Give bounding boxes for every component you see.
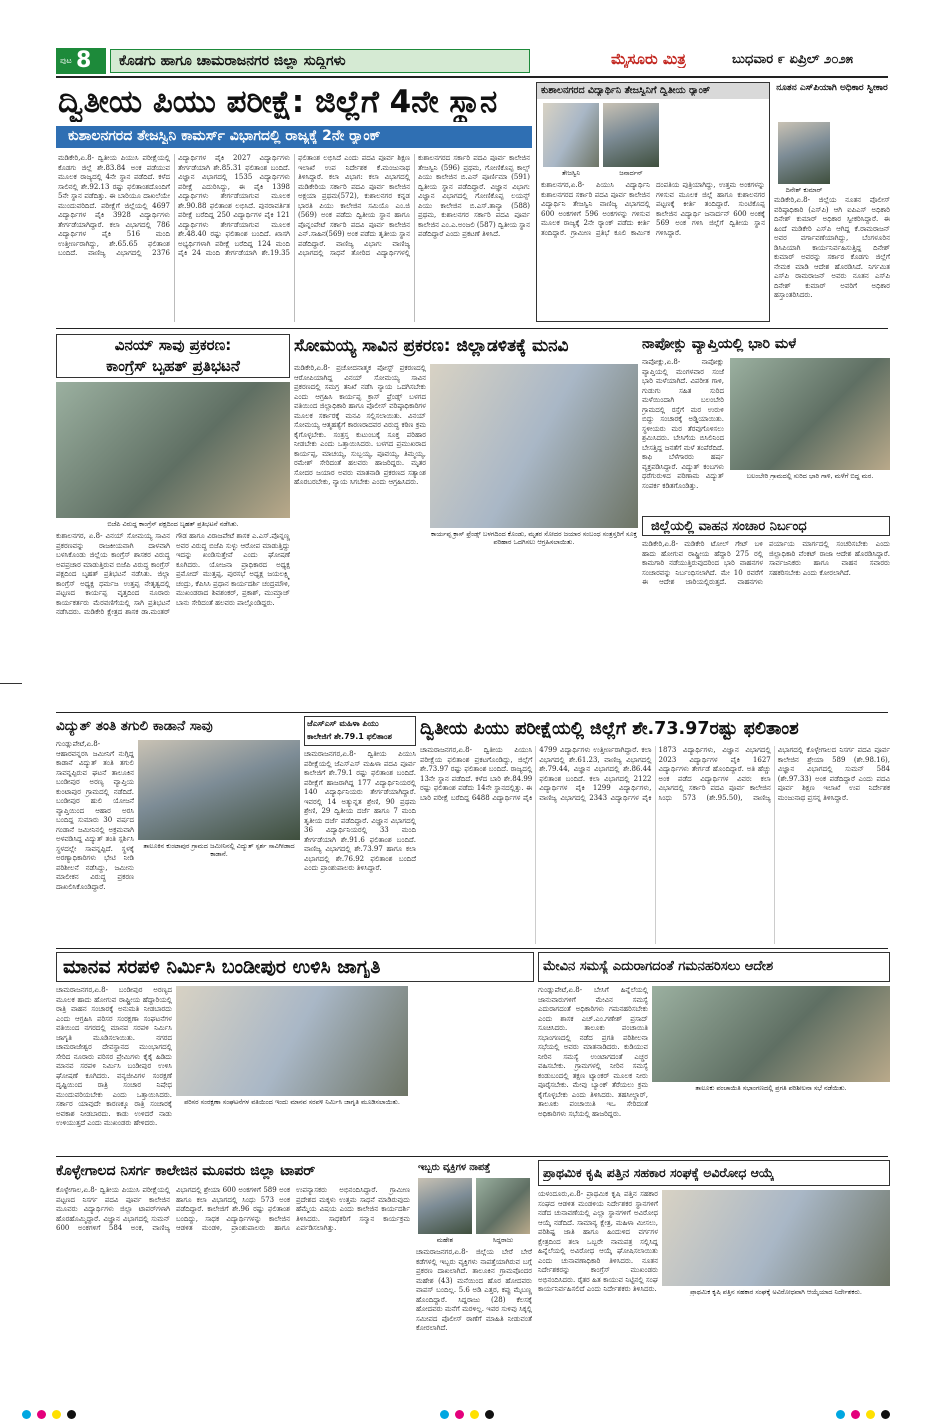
somaiah-story: [294, 334, 638, 708]
row1-rule: [56, 328, 888, 329]
new-sp-story: [774, 82, 890, 322]
magenta-registration-dot: [851, 1410, 860, 1419]
vinay-photo-caption: ಬಿಜೆಪಿ ವಿರುದ್ಧ ಕಾಂಗ್ರೆಸ್ ಪಕ್ಷದಿಂದ ಬೃಹತ್ ಪ್ರತಿಭಟನೆ ನಡೆಸಿತು.: [107, 520, 239, 528]
cyan-registration-dot: [836, 1410, 845, 1419]
cyan-registration-dot: [440, 1410, 449, 1419]
vinay-headline-1: ವಿನಯ್ ಸಾವು ಪ್ರಕರಣ:: [114, 336, 232, 354]
kollegal-story: [56, 1160, 410, 1374]
somaiah-memorandum-photo: [430, 364, 638, 528]
cooperative-photo-caption: ಪ್ರಾಥಮಿಕ ಕೃಷಿ ಪತ್ತಿನ ಸಹಕಾರ ಸಂಘಕ್ಕೆ ಅವಿರೋಧವಾಗಿ ಆಯ್ಕೆಯಾದ ನಿರ್ದೇಶಕರು.: [690, 1288, 862, 1296]
page-number-badge: [56, 48, 106, 74]
missing-headline: ಇಬ್ಬರು ವ್ಯಕ್ತಿಗಳ ನಾಪತ್ತೆ: [418, 1162, 491, 1173]
lead-headline: ದ್ವಿತೀಯ ಪಿಯು ಪರೀಕ್ಷೆ: ಜಿಲ್ಲೆಗೆ 4ನೇ ಸ್ಥಾನ: [58, 84, 498, 120]
bandipur-headline-box: [56, 952, 534, 982]
press-color-bar-right: [836, 1404, 936, 1414]
bandipur-headline: ಮಾನವ ಸರಪಳಿ ನಿರ್ಮಿಸಿ ಬಂಡೀಪುರ ಉಳಿಸಿ ಜಾಗೃತಿ: [63, 956, 381, 978]
human-chain-photo: [176, 986, 408, 1096]
traffic-headline: ಜಿಲ್ಲೆಯಲ್ಲಿ ವಾಹನ ಸಂಚಾರ ನಿರ್ಬಂಧ: [651, 519, 807, 534]
row4-rule: [56, 1156, 888, 1157]
fodder-headline-box: [538, 952, 890, 982]
bandipur-photo-caption: ಪರಿಸರ ಸಂರಕ್ಷಣಾ ಸಂಘಟನೆಗಳ ವತಿಯಿಂದ ಇಂದು ಮಾನವ ಸರಪಳಿ ನಿರ್ಮಿಸಿ ಜಾಗೃತಿ ಮೂಡಿಸಲಾಯಿತು.: [184, 1098, 400, 1106]
jss-headline-1: ಜೆಎಸ್‌ಎಸ್ ಮಹಿಳಾ ಪಿಯು: [307, 719, 379, 728]
vinay-headline-box: [56, 334, 290, 378]
black-registration-dot: [881, 1410, 890, 1419]
somaiah-photo-caption: ಕಾರ್ಯಪ್ಪ ಕ್ರಾಸ್ ಫ್ರೆಂಡ್ಸ್ ಬಳಗದಿಂದ ಕೊಂಡು, ಮೃತರ ಸೋದರ ಜಯಾರ ಸಂಬಂಧ ಸಂತ್ರಸ್ತರಿಗೆ ಸೂಕ್ತ ಪರಿಹಾರ ಒದಗಿಸಲು ಆಗ್ರಹಿಸಲಾಯಿತು.: [430, 530, 637, 546]
cyan-registration-dot: [22, 1410, 31, 1419]
new-sp-headline: ನೂತನ ಎಸ್‌ಪಿಯಾಗಿ ಅಧಿಕಾರ ಸ್ವೀಕಾರ: [776, 83, 888, 93]
puc-chamarajanagar-headline: ದ್ವಿತೀಯ ಪಿಯು ಪರೀಕ್ಷೆಯಲ್ಲಿ ಜಿಲ್ಲೆಗೆ ಶೇ.73.97ರಷ್ಟು ಫಲಿತಾಂಶ: [420, 719, 799, 739]
yellow-registration-dot: [52, 1410, 61, 1419]
masthead-rule: [56, 76, 888, 78]
kollegal-body: ಕೊಳ್ಳೇಗಾಲ,ಏ.8- ದ್ವಿತೀಯ ಪಿಯುಸಿ ಪರೀಕ್ಷೆಯಲ್ಲಿ ಪಟ್ಟಣದ ನಿಸರ್ಗ ಪದವಿ ಪೂರ್ವ ಕಾಲೇಜಿನ ಮೂವರು ವಿದ್ಯಾರ್ಥಿಗಳು ಜಿಲ್ಲಾ ಟಾಪರ್‌ಗಳಾಗಿ ಹೊರಹೊಮ್ಮಿದ್ದಾರೆ. ವಿಜ್ಞಾನ ವಿಭಾಗದಲ್ಲಿ ಸುಮನ್ 600 ಅಂಕಗಳಿಗೆ 584 ಅಂಕ, ವಾಣಿಜ್ಯ ವಿಭಾಗದಲ್ಲಿ ಶ್ರೇಯಾ 600 ಅಂಕಗಳಿಗೆ 589 ಅಂಕ ಹಾಗೂ ಕಲಾ ವಿಭಾಗದಲ್ಲಿ ಸಿಂಧು 573 ಅಂಕ ಪಡೆದಿದ್ದಾರೆ. ಕಾಲೇಜಿಗೆ ಶೇ.96 ರಷ್ಟು ಫಲಿತಾಂಶ ಬಂದಿದ್ದು, ಸಾಧಕ ವಿದ್ಯಾರ್ಥಿಗಳನ್ನು ಕಾಲೇಜಿನ ಆಡಳಿತ ಮಂಡಳಿ, ಪ್ರಾಂಶುಪಾಲರು ಹಾಗೂ ಉಪನ್ಯಾಸಕರು ಅಭಿನಂದಿಸಿದ್ದಾರೆ. ಗ್ರಾಮೀಣ ಪ್ರದೇಶದ ಮಕ್ಕಳು ಉತ್ತಮ ಸಾಧನೆ ಮಾಡಿರುವುದು ಹೆಮ್ಮೆಯ ವಿಷಯ ಎಂದು ಕಾಲೇಜಿನ ಕಾರ್ಯದರ್ಶಿ ತಿಳಿಸಿದರು. ಸಾಧಕರಿಗೆ ಸನ್ಮಾನ ಕಾರ್ಯಕ್ರಮ ಏರ್ಪಡಿಸಲಾಗಿತ್ತು.: [56, 1186, 410, 1232]
somaiah-body-bottom: [294, 550, 638, 708]
black-registration-dot: [67, 1410, 76, 1419]
elephant-body: [56, 740, 300, 944]
elephant-story: [56, 716, 300, 944]
page-label: ಪುಟ: [60, 56, 72, 65]
janardhan-caption: ಜನಾರ್ದನ್: [619, 169, 643, 177]
siddaraju-photo: [476, 1178, 530, 1234]
lead-subhead-bar: [56, 126, 532, 148]
kollegal-headline: ಕೊಳ್ಳೇಗಾಲದ ನಿಸರ್ಗ ಕಾಲೇಜಿನ ಮೂವರು ಜಿಲ್ಲಾ ಟಾಪರ್: [56, 1163, 316, 1179]
traffic-body: ಮಡಿಕೇರಿ,ಏ.8- ಮಡಿಕೇರಿ ಟೋಲ್ ಗೇಟ್ ಬಳಿ ಹಾದು ಹೋಗುವ ರಾಷ್ಟ್ರೀಯ ಹೆದ್ದಾರಿ 275 ರಲ್ಲಿ ಕಾಮಗಾರಿ ನಡೆಯುತ್ತಿರುವುದರಿಂದ ಭಾರಿ ವಾಹನಗಳ ಸಂಚಾರವನ್ನು ನಿರ್ಬಂಧಿಸಲಾಗಿದೆ. ಮೇ 10 ರವರೆಗೆ ಈ ಆದೇಶ ಜಾರಿಯಲ್ಲಿರುತ್ತದೆ. ವಾಹನಗಳು ಪರ್ಯಾಯ ಮಾರ್ಗದಲ್ಲಿ ಸಂಚರಿಸಬೇಕು ಎಂದು ಜಿಲ್ಲಾಧಿಕಾರಿ ವೆಂಕಟ್ ರಾಜಾ ಆದೇಶ ಹೊರಡಿಸಿದ್ದಾರೆ. ಸಾರ್ವಜನಿಕರು ಹಾಗೂ ವಾಹನ ಸವಾರರು ಸಹಕರಿಸಬೇಕು ಎಂದು ಕೋರಲಾಗಿದೆ.: [642, 540, 890, 586]
mahesha-photo: [418, 1178, 472, 1234]
sp-photo-caption: ದಿನೇಶ್ ಕುಮಾರ್: [785, 186, 823, 194]
tejaswini-caption: ತೇಜಸ್ವಿನಿ: [561, 169, 581, 177]
lead-body: ಮಡಿಕೇರಿ,ಏ.8- ದ್ವಿತೀಯ ಪಿಯುಸಿ ಪರೀಕ್ಷೆಯಲ್ಲಿ ಕೊಡಗು ಜಿಲ್ಲೆ ಶೇ.83.84 ಅಂಕ ಪಡೆಯುವ ಮೂಲಕ ರಾಜ್ಯದಲ್ಲಿ 4ನೇ ಸ್ಥಾನ ಪಡೆದಿದೆ. ಕಳೆದ ಸಾಲಿನಲ್ಲಿ ಶೇ.92.13 ರಷ್ಟು ಫಲಿತಾಂಶದೊಂದಿಗೆ 5ನೇ ಸ್ಥಾನ ಪಡೆದಿತ್ತು. ಈ ಬಾರಿಯೂ ದಾಖಲೆಯೇ ಮುಂದುವರಿದಿದೆ. ಪರೀಕ್ಷೆಗೆ ಜಿಲ್ಲೆಯಲ್ಲಿ 4697 ವಿದ್ಯಾರ್ಥಿಗಳ ಪೈಕಿ 3928 ವಿದ್ಯಾರ್ಥಿಗಳು ತೇರ್ಗಡೆಯಾಗಿದ್ದಾರೆ. ಕಲಾ ವಿಭಾಗದಲ್ಲಿ 786 ವಿದ್ಯಾರ್ಥಿಗಳ ಪೈಕಿ 516 ಮಂದಿ ಉತ್ತೀರ್ಣರಾಗಿದ್ದು, ಶೇ.65.65 ಫಲಿತಾಂಶ ಬಂದಿದೆ. ವಾಣಿಜ್ಯ ವಿಭಾಗದಲ್ಲಿ 2376 ವಿದ್ಯಾರ್ಥಿಗಳ ಪೈಕಿ 2027 ವಿದ್ಯಾರ್ಥಿಗಳು ತೇರ್ಗಡೆಯಾಗಿ ಶೇ.85.31 ಫಲಿತಾಂಶ ಬಂದಿದೆ. ವಿಜ್ಞಾನ ವಿಭಾಗದಲ್ಲಿ 1535 ವಿದ್ಯಾರ್ಥಿಗಳು ಪರೀಕ್ಷೆ ಎದುರಿಸಿದ್ದು, ಈ ಪೈಕಿ 1398 ವಿದ್ಯಾರ್ಥಿಗಳು ತೇರ್ಗಡೆಯಾಗುವ ಮೂಲಕ ಶೇ.90.88 ಫಲಿತಾಂಶ ಲಭಿಸಿದೆ. ಪುನರಾವರ್ತಿತ ಪರೀಕ್ಷೆ ಬರೆದಿದ್ದ 250 ವಿದ್ಯಾರ್ಥಿಗಳ ಪೈಕಿ 121 ವಿದ್ಯಾರ್ಥಿಗಳು ತೇರ್ಗಡೆಯಾಗುವ ಮೂಲಕ ಶೇ.48.40 ರಷ್ಟು ಫಲಿತಾಂಶ ಬಂದಿದೆ. ಖಾಸಗಿ ಅಭ್ಯರ್ಥಿಗಳಾಗಿ ಪರೀಕ್ಷೆ ಬರೆದಿದ್ದ 124 ಮಂದಿ ಪೈಕಿ 24 ಮಂದಿ ತೇರ್ಗಡೆಯಾಗಿ ಶೇ.19.35 ಫಲಿತಾಂಶ ಲಭಿಸಿದೆ ಎಂದು ಪದವಿ ಪೂರ್ವ ಶಿಕ್ಷಣ ಇಲಾಖೆ ಉಪ ನಿರ್ದೇಶಕ ಕೆ.ಮಂಜುನಾಥ ತಿಳಿಸಿದ್ದಾರೆ. ಕಲಾ ವಿಭಾಗ: ಕಲಾ ವಿಭಾಗದಲ್ಲಿ ಮಡಿಕೇರಿಯ ಸರ್ಕಾರಿ ಪದವಿ ಪೂರ್ವ ಕಾಲೇಜಿನ ಅಕ್ಷಯಾ ಪ್ರಥಮ(572), ಕುಶಾಲನಗರ ಕನ್ನಡ ಭಾರತಿ ಪಿಯು ಕಾಲೇಜಿನ ಸಮಿಯೊ ಎಂ.ಜಿ (569) ಅಂಕ ಪಡೆದು ದ್ವಿತೀಯ ಸ್ಥಾನ ಹಾಗೂ ಪೊನ್ನಂಪೇಟೆ ಸರ್ಕಾರಿ ಪದವಿ ಪೂರ್ವ ಕಾಲೇಜಿನ ಎನ್.ಸಾಹಿನ(569) ಅಂಕ ಪಡೆದು ತೃತೀಯ ಸ್ಥಾನ ಪಡೆದಿದ್ದಾರೆ. ವಾಣಿಜ್ಯ ವಿಭಾಗ: ವಾಣಿಜ್ಯ ವಿಭಾಗದಲ್ಲಿ ಸಾಧನೆ ತೋರಿದ ವಿದ್ಯಾರ್ಥಿಗಳಲ್ಲಿ ಕುಶಾಲನಗರದ ಸರ್ಕಾರಿ ಪದವಿ ಪೂರ್ವ ಕಾಲೇಜಿನ ತೇಜಸ್ವಿನಿ (596) ಪ್ರಥಮ, ಗೋಣಿಕೊಪ್ಪ ಕಾಲ್ಸ್ ಪಿಯು ಕಾಲೇಜಿನ ಬಿ.ಎನ್ ಪೂರ್ಣಿಮಾ (591) ದ್ವಿತೀಯ ಸ್ಥಾನ ಪಡೆದಿದ್ದಾರೆ. ವಿಜ್ಞಾನ ವಿಭಾಗ: ವಿಜ್ಞಾನ ವಿಭಾಗದಲ್ಲಿ ಗೋಣಿಕೊಪ್ಪ ಲಯನ್ಸ್ ಪಿಯು ಕಾಲೇಜಿನ ಬಿ.ಎಸ್.ತಾನ್ಯಾ (588) ಪ್ರಥಮ, ಕುಶಾಲನಗರ ಸರ್ಕಾರಿ ಪದವಿ ಪೂರ್ವ ಕಾಲೇಜಿನ ಎಂ.ಎ.ಅಂಜಲಿ (587) ದ್ವಿತೀಯ ಸ್ಥಾನ ಪಡೆದಿದ್ದಾರೆ ಎಂದು ಪ್ರಕಟಣೆ ತಿಳಿಸಿದೆ.: [58, 154, 530, 257]
lead-subhead: ಕುಶಾಲನಗರದ ತೇಜಸ್ವಿನಿ ಕಾಮರ್ಸ್ ವಿಭಾಗದಲ್ಲಿ ರಾಜ್ಯಕ್ಕೆ 2ನೇ ರ‍್ಯಾಂಕ್: [68, 128, 381, 144]
magenta-registration-dot: [455, 1410, 464, 1419]
vinay-body: ಕುಶಾಲನಗರ, ಏ.8- ವಿನಯ್ ಸೋಮಯ್ಯ ಸಾವಿನ ಪ್ರಕರಣವನ್ನು ರಾಜಕೀಯವಾಗಿ ದಾಳವಾಗಿ ಬಳಸಿಕೊಂಡು ಜಿಲ್ಲೆಯ ಕಾಂಗ್ರೆಸ್ ಶಾಸಕರ ವಿರುದ್ಧ ಅಪಪ್ರಚಾರ ಮಾಡುತ್ತಿರುವ ಬಿಜೆಪಿ ವಿರುದ್ಧ ಕಾಂಗ್ರೆಸ್ ಪಕ್ಷದಿಂದ ಬೃಹತ್ ಪ್ರತಿಭಟನೆ ನಡೆಸಿತು. ಜಿಲ್ಲಾ ಕಾಂಗ್ರೆಸ್ ಅಧ್ಯಕ್ಷ ಧರ್ಮಜ ಉತ್ತಪ್ಪ ನೇತೃತ್ವದಲ್ಲಿ ಪಟ್ಟಣದ ಕಾರ್ಯಪ್ಪ ವೃತ್ತದಿಂದ ನೂರಾರು ಕಾರ್ಯಕರ್ತರು ಮೆರವಣಿಗೆಯಲ್ಲಿ ಸಾಗಿ ಪ್ರತಿಭಟನೆ ನಡೆಸಿದರು. ಮಡಿಕೇರಿ ಕ್ಷೇತ್ರದ ಶಾಸಕ ಡಾ.ಮಂತರ್ ಗೌಡ ಹಾಗೂ ವಿರಾಜಪೇಟೆ ಶಾಸಕ ಎ.ಎಸ್.ಪೊನ್ನಣ್ಣ ಅವರ ವಿರುದ್ಧ ಬಿಜೆಪಿ ಸುಳ್ಳು ಆರೋಪ ಮಾಡುತ್ತಿದ್ದು ಇದನ್ನು ಖಂಡಿಸುತ್ತೇವೆ ಎಂದು ಘೋಷಣೆ ಕೂಗಿದರು. ಯೋಜನಾ ಪ್ರಾಧಿಕಾರದ ಅಧ್ಯಕ್ಷ ಪ್ರಮೋದ್ ಮುತ್ತಪ್ಪ, ಪುರಸಭೆ ಅಧ್ಯಕ್ಷ ಜಯಲಕ್ಷ್ಮಿ ಚಂದ್ರು, ಕೆಪಿಸಿಸಿ ಪ್ರಧಾನ ಕಾರ್ಯದರ್ಶಿ ಚಂದ್ರಮೌಳಿ, ಮುಖಂಡರಾದ ಶಿವಶಂಕರ್, ಪ್ರಕಾಶ್, ಮುಮ್ತಾಜ್ ಬಾನು ಸೇರಿದಂತೆ ಹಲವರು ಪಾಲ್ಗೊಂಡಿದ್ದರು.: [56, 532, 290, 616]
vinay-story: [56, 334, 290, 708]
siddaraju-caption: ಸಿದ್ದರಾಜು: [492, 1236, 514, 1244]
lead-story: [56, 82, 532, 322]
fold-mark: [0, 683, 22, 684]
rain-headline: ನಾಪೋಕ್ಲು ವ್ಯಾಪ್ತಿಯಲ್ಲಿ ಭಾರಿ ಮಳೆ: [642, 336, 797, 352]
row2-rule: [56, 712, 888, 713]
fodder-photo-caption: ತಾಲೂಕು ಪಂಚಾಯಿತಿ ಸಭಾಂಗಣದಲ್ಲಿ ಪ್ರಗತಿ ಪರಿಶೀಲನಾ ಸಭೆ ನಡೆಯಿತು.: [695, 1084, 847, 1092]
rain-body: ನಾಪೋಕ್ಲು,ಏ.8- ನಾಪೋಕ್ಲು ವ್ಯಾಪ್ತಿಯಲ್ಲಿ ಮಂಗಳವಾರ ಸಂಜೆ ಭಾರಿ ಮಳೆಯಾಗಿದೆ. ವಿಪರೀತ ಗಾಳಿ, ಗುಡುಗು ಸಹಿತ ಸುರಿದ ಮಳೆಯಿಂದಾಗಿ ಬಲಂಬೇರಿ ಗ್ರಾಮದಲ್ಲಿ ರಸ್ತೆಗೆ ಮರ ಉರುಳಿ ಬಿದ್ದು ಸಂಚಾರಕ್ಕೆ ಅಡ್ಡಿಯಾಯಿತು. ಸ್ಥಳೀಯರು ಮರ ತೆರವುಗೊಳಿಸಲು ಶ್ರಮಿಸಿದರು. ಬೇಸಿಗೆಯ ಬಿಸಿಲಿನಿಂದ ಬೇಸತ್ತಿದ್ದ ಜನತೆಗೆ ಮಳೆ ತಂಪೆರೆದಿದೆ. ಕಾಫಿ ಬೆಳೆಗಾರರು ಹರ್ಷ ವ್ಯಕ್ತಪಡಿಸಿದ್ದಾರೆ. ವಿದ್ಯುತ್ ಕಂಬಗಳು ಧರೆಗುರುಳಿದ ಪರಿಣಾಮ ವಿದ್ಯುತ್ ಸಂಪರ್ಕ ಕಡಿತಗೊಂಡಿತ್ತು.: [642, 358, 724, 490]
press-color-bar-left: [22, 1404, 142, 1414]
section-banner: [110, 49, 530, 73]
paper-name: ಮೈಸೂರು ಮಿತ್ರ: [611, 50, 686, 68]
mahesha-caption: ಮಹೇಶ: [436, 1236, 454, 1244]
traffic-story: [642, 516, 890, 708]
black-registration-dot: [485, 1410, 494, 1419]
elephant-headline: ವಿದ್ಯುತ್ ತಂತಿ ತಗುಲಿ ಕಾಡಾನೆ ಸಾವು: [56, 718, 213, 734]
fodder-headline: ಮೇವಿನ ಸಮಸ್ಯೆ ಎದುರಾಗದಂತೆ ಗಮನಹರಿಸಲು ಆದೇಶ: [543, 959, 774, 974]
sp-photo: [778, 122, 830, 184]
section-title: ಕೊಡಗು ಹಾಗೂ ಚಾಮರಾಜನಗರ ಜಿಲ್ಲಾ ಸುದ್ದಿಗಳು: [119, 53, 346, 69]
vinay-headline-2: ಕಾಂಗ್ರೆಸ್ ಬೃಹತ್ ಪ್ರತಿಭಟನೆ: [106, 357, 240, 375]
jss-headline-box: [304, 716, 416, 746]
cooperative-headline: ಪ್ರಾಥಮಿಕ ಕೃಷಿ ಪತ್ತಿನ ಸಹಕಾರ ಸಂಘಕ್ಕೆ ಅವಿರೋಧ ಆಯ್ಕೆ: [543, 1165, 774, 1180]
vinay-protest-photo: [56, 382, 290, 518]
rank-box-header: [537, 83, 769, 99]
jss-headline-2: ಕಾಲೇಜಿಗೆ ಶೇ.79.1 ಫಲಿತಾಂಶ: [307, 732, 392, 741]
cooperative-body: ಯಳಂದೂರು,ಏ.8- ಪ್ರಾಥಮಿಕ ಕೃಷಿ ಪತ್ತಿನ ಸಹಕಾರ ಸಂಘದ ಆಡಳಿತ ಮಂಡಳಿಯ ನಿರ್ದೇಶಕರ ಸ್ಥಾನಗಳಿಗೆ ನಡೆದ ಚುನಾವಣೆಯಲ್ಲಿ ಎಲ್ಲಾ ಸ್ಥಾನಗಳಿಗೆ ಅವಿರೋಧ ಆಯ್ಕೆ ನಡೆದಿದೆ. ಸಾಮಾನ್ಯ ಕ್ಷೇತ್ರ, ಮಹಿಳಾ ಮೀಸಲು, ಪರಿಶಿಷ್ಟ ಜಾತಿ ಹಾಗೂ ಹಿಂದುಳಿದ ವರ್ಗಗಳ ಕ್ಷೇತ್ರದಿಂದ ತಲಾ ಒಬ್ಬರೇ ನಾಮಪತ್ರ ಸಲ್ಲಿಸಿದ್ದ ಹಿನ್ನೆಲೆಯಲ್ಲಿ ಅವಿರೋಧ ಆಯ್ಕೆ ಘೋಷಿಸಲಾಯಿತು ಎಂದು ಚುನಾವಣಾಧಿಕಾರಿ ತಿಳಿಸಿದರು. ನೂತನ ನಿರ್ದೇಶಕರನ್ನು ಕಾಂಗ್ರೆಸ್ ಮುಖಂಡರು ಅಭಿನಂದಿಸಿದರು. ರೈತರ ಹಿತ ಕಾಯುವ ನಿಟ್ಟಿನಲ್ಲಿ ಸಂಘ ಕಾರ್ಯನಿರ್ವಹಿಸಲಿದೆ ಎಂದು ನಿರ್ದೇಶಕರು ತಿಳಿಸಿದರು.: [538, 1190, 658, 1293]
somaiah-headline: ಸೋಮಯ್ಯ ಸಾವಿನ ಪ್ರಕರಣ: ಜಿಲ್ಲಾಡಳಿತಕ್ಕೆ ಮನವಿ: [294, 336, 569, 356]
janardhan-photo: [603, 103, 659, 167]
rank-box-headline: ಕುಶಾಲನಗರದ ವಿದ್ಯಾರ್ಥಿನಿ ತೇಜಸ್ವಿನಿಗೆ ದ್ವಿತೀಯ ರ‍್ಯಾಂಕ್: [541, 85, 711, 96]
rank-box-body: ಕುಶಾಲನಗರ,ಏ.8- ಪಿಯುಸಿ ವಿದ್ಯಾರ್ಥಿನಿ ಕುಶಾಲನಗರದ ಸರ್ಕಾರಿ ಪದವಿ ಪೂರ್ವ ಕಾಲೇಜಿನ ವಿದ್ಯಾರ್ಥಿನಿ ತೇಜಸ್ವಿನಿ ವಾಣಿಜ್ಯ ವಿಭಾಗದಲ್ಲಿ 600 ಅಂಕಗಳಿಗೆ 596 ಅಂಕಗಳನ್ನು ಗಳಿಸುವ ಮೂಲಕ ರಾಜ್ಯಕ್ಕೆ 2ನೇ ರ‍್ಯಾಂಕ್ ಪಡೆದು ಕೀರ್ತಿ ತಂದಿದ್ದಾರೆ. ಗ್ರಾಮೀಣ ಪ್ರತಿಭೆ ಕೂಲಿ ಕಾರ್ಮಿಕ ದಂಪತಿಯ ಪುತ್ರಿಯಾಗಿದ್ದು, ಉತ್ತಮ ಅಂಕಗಳನ್ನು ಗಳಿಸುವ ಮೂಲಕ ಜಿಲ್ಲೆ ಹಾಗೂ ಕುಶಾಲನಗರ ಪಟ್ಟಣಕ್ಕೆ ಕೀರ್ತಿ ತಂದಿದ್ದಾರೆ. ಸುಂಟಿಕೊಪ್ಪ ಕಾಲೇಜಿನ ವಿದ್ಯಾರ್ಥಿ ಜನಾರ್ದನ್ 600 ಅಂಕಕ್ಕೆ 569 ಅಂಕ ಗಳಿಸಿ ಜಿಲ್ಲೆಗೆ ದ್ವಿತೀಯ ಸ್ಥಾನ ಗಳಿಸಿದ್ದಾರೆ.: [541, 181, 765, 237]
bandipur-body-right: [412, 986, 534, 1152]
puc-chamarajanagar-body: ಚಾಮರಾಜನಗರ,ಏ.8- ದ್ವಿತೀಯ ಪಿಯುಸಿ ಪರೀಕ್ಷೆಯ ಫಲಿತಾಂಶ ಪ್ರಕಟಗೊಂಡಿದ್ದು, ಜಿಲ್ಲೆಗೆ ಶೇ.73.97 ರಷ್ಟು ಫಲಿತಾಂಶ ಬಂದಿದೆ. ರಾಜ್ಯದಲ್ಲಿ 13ನೇ ಸ್ಥಾನ ಪಡೆದಿದೆ. ಕಳೆದ ಬಾರಿ ಶೇ.84.99 ರಷ್ಟು ಫಲಿತಾಂಶ ಪಡೆದು 14ನೇ ಸ್ಥಾನದಲ್ಲಿತ್ತು. ಈ ಬಾರಿ ಪರೀಕ್ಷೆ ಬರೆದಿದ್ದ 6488 ವಿದ್ಯಾರ್ಥಿಗಳ ಪೈಕಿ 4799 ವಿದ್ಯಾರ್ಥಿಗಳು ಉತ್ತೀರ್ಣರಾಗಿದ್ದಾರೆ. ಕಲಾ ವಿಭಾಗದಲ್ಲಿ ಶೇ.61.23, ವಾಣಿಜ್ಯ ವಿಭಾಗದಲ್ಲಿ ಶೇ.79.44, ವಿಜ್ಞಾನ ವಿಭಾಗದಲ್ಲಿ ಶೇ.86.44 ಫಲಿತಾಂಶ ಬಂದಿದೆ. ಕಲಾ ವಿಭಾಗದಲ್ಲಿ 2122 ವಿದ್ಯಾರ್ಥಿಗಳ ಪೈಕಿ 1299 ವಿದ್ಯಾರ್ಥಿಗಳು, ವಾಣಿಜ್ಯ ವಿಭಾಗದಲ್ಲಿ 2343 ವಿದ್ಯಾರ್ಥಿಗಳ ಪೈಕಿ 1873 ವಿದ್ಯಾರ್ಥಿಗಳು, ವಿಜ್ಞಾನ ವಿಭಾಗದಲ್ಲಿ 2023 ವಿದ್ಯಾರ್ಥಿಗಳ ಪೈಕಿ 1627 ವಿದ್ಯಾರ್ಥಿಗಳು ತೇರ್ಗಡೆ ಹೊಂದಿದ್ದಾರೆ. ಅತಿ ಹೆಚ್ಚು ಅಂಕ ಪಡೆದ ವಿದ್ಯಾರ್ಥಿಗಳ ವಿವರ: ಕಲಾ ವಿಭಾಗದಲ್ಲಿ ಸರ್ಕಾರಿ ಪದವಿ ಪೂರ್ವ ಕಾಲೇಜಿನ ಸಿಂಧು 573 (ಶೇ.95.50), ವಾಣಿಜ್ಯ ವಿಭಾಗದಲ್ಲಿ ಕೊಳ್ಳೇಗಾಲದ ನಿಸರ್ಗ ಪದವಿ ಪೂರ್ವ ಕಾಲೇಜಿನ ಶ್ರೇಯಾ 589 (ಶೇ.98.16), ವಿಜ್ಞಾನ ವಿಭಾಗದಲ್ಲಿ ಸುಮನ್ 584 (ಶೇ.97.33) ಅಂಕ ಪಡೆದಿದ್ದಾರೆ ಎಂದು ಪದವಿ ಪೂರ್ವ ಶಿಕ್ಷಣ ಇಲಾಖೆ ಉಪ ನಿರ್ದೇಶಕ ಮಂಜುನಾಥ ಪ್ರಸನ್ನ ತಿಳಿಸಿದ್ದಾರೆ.: [420, 746, 890, 802]
fodder-body: ಗುಂಡ್ಲುಪೇಟೆ,ಏ.8- ಬೇಸಿಗೆ ಹಿನ್ನೆಲೆಯಲ್ಲಿ ಜಾನುವಾರುಗಳಿಗೆ ಮೇವಿನ ಸಮಸ್ಯೆ ಎದುರಾಗದಂತೆ ಅಧಿಕಾರಿಗಳು ಗಮನಹರಿಸಬೇಕು ಎಂದು ಶಾಸಕ ಎಚ್.ಎಂ.ಗಣೇಶ್ ಪ್ರಸಾದ್ ಸೂಚಿಸಿದರು. ತಾಲೂಕು ಪಂಚಾಯಿತಿ ಸಭಾಂಗಣದಲ್ಲಿ ನಡೆದ ಪ್ರಗತಿ ಪರಿಶೀಲನಾ ಸಭೆಯಲ್ಲಿ ಅವರು ಮಾತನಾಡಿದರು. ಕುಡಿಯುವ ನೀರಿನ ಸಮಸ್ಯೆ ಉಂಟಾಗದಂತೆ ಎಚ್ಚರ ವಹಿಸಬೇಕು. ಗ್ರಾಮಗಳಲ್ಲಿ ನೀರಿನ ಸಮಸ್ಯೆ ಕಂಡುಬಂದಲ್ಲಿ ತಕ್ಷಣ ಟ್ಯಾಂಕರ್ ಮೂಲಕ ನೀರು ಪೂರೈಸಬೇಕು. ಮೇವು ಬ್ಯಾಂಕ್ ತೆರೆಯಲು ಕ್ರಮ ಕೈಗೊಳ್ಳಬೇಕು ಎಂದು ತಿಳಿಸಿದರು. ತಹಸೀಲ್ದಾರ್, ತಾಲೂಕು ಪಂಚಾಯಿತಿ ಇಒ ಸೇರಿದಂತೆ ಅಧಿಕಾರಿಗಳು ಸಭೆಯಲ್ಲಿ ಹಾಜರಿದ್ದರು.: [538, 986, 648, 1118]
issue-date: ಬುಧವಾರ ೯ ಏಪ್ರಿಲ್ ೨೦೨೫: [732, 52, 854, 67]
bandipur-body: ಚಾಮರಾಜನಗರ,ಏ.8- ಬಂಡೀಪುರ ಅರಣ್ಯದ ಮೂಲಕ ಹಾದು ಹೋಗುವ ರಾಷ್ಟ್ರೀಯ ಹೆದ್ದಾರಿಯಲ್ಲಿ ರಾತ್ರಿ ವಾಹನ ಸಂಚಾರಕ್ಕೆ ಅನುಮತಿ ನೀಡಬಾರದು ಎಂದು ಆಗ್ರಹಿಸಿ ಪರಿಸರ ಸಂರಕ್ಷಣಾ ಸಂಘಟನೆಗಳ ವತಿಯಿಂದ ನಗರದಲ್ಲಿ ಮಾನವ ಸರಪಳಿ ನಿರ್ಮಿಸಿ ಜಾಗೃತಿ ಮೂಡಿಸಲಾಯಿತು. ನಗರದ ಚಾಮರಾಜೇಶ್ವರ ದೇವಸ್ಥಾನದ ಮುಂಭಾಗದಲ್ಲಿ ಸೇರಿದ ನೂರಾರು ಪರಿಸರ ಪ್ರೇಮಿಗಳು ಕೈಕೈ ಹಿಡಿದು ಮಾನವ ಸರಪಳಿ ನಿರ್ಮಿಸಿ ಬಂಡೀಪುರ ಉಳಿಸಿ ಘೋಷಣೆ ಕೂಗಿದರು. ವನ್ಯಜೀವಿಗಳ ಸಂರಕ್ಷಣೆ ದೃಷ್ಟಿಯಿಂದ ರಾತ್ರಿ ಸಂಚಾರ ನಿಷೇಧ ಮುಂದುವರಿಯಬೇಕು ಎಂದು ಒತ್ತಾಯಿಸಿದರು. ಸರ್ಕಾರ ಯಾವುದೇ ಕಾರಣಕ್ಕೂ ರಾತ್ರಿ ಸಂಚಾರಕ್ಕೆ ಅವಕಾಶ ನೀಡಬಾರದು. ಕಾಡು ಉಳಿದರೆ ನಾಡು ಉಳಿಯುತ್ತದೆ ಎಂದು ಮುಖಂಡರು ಹೇಳಿದರು.: [56, 986, 172, 1127]
somaiah-body: ಮಡಿಕೇರಿ,ಏ.8- ಪ್ರಚೋದನಾತ್ಮಕ ಪೋಸ್ಟ್ ಪ್ರಕರಣದಲ್ಲಿ ಆರೋಪಿಯಾಗಿದ್ದ ವಿನಯ್ ಸೋಮಯ್ಯ ಸಾವಿನ ಪ್ರಕರಣದಲ್ಲಿ ಸಮಗ್ರ ತನಿಖೆ ನಡೆಸಿ ನ್ಯಾಯ ಒದಗಿಸಬೇಕು ಎಂದು ಆಗ್ರಹಿಸಿ ಕಾರ್ಯಪ್ಪ ಕ್ರಾಸ್ ಫ್ರೆಂಡ್ಸ್ ಬಳಗದ ವತಿಯಿಂದ ಜಿಲ್ಲಾಧಿಕಾರಿ ಹಾಗೂ ಪೊಲೀಸ್ ವರಿಷ್ಠಾಧಿಕಾರಿಗಳ ಮೂಲಕ ಸರ್ಕಾರಕ್ಕೆ ಮನವಿ ಸಲ್ಲಿಸಲಾಯಿತು. ವಿನಯ್ ಸೋಮಯ್ಯ ಆತ್ಮಹತ್ಯೆಗೆ ಕಾರಣರಾದವರ ವಿರುದ್ಧ ಕಠಿಣ ಕ್ರಮ ಕೈಗೊಳ್ಳಬೇಕು. ಸಂತ್ರಸ್ತ ಕುಟುಂಬಕ್ಕೆ ಸೂಕ್ತ ಪರಿಹಾರ ನೀಡಬೇಕು ಎಂದು ಒತ್ತಾಯಿಸಿದರು. ಬಳಗದ ಪ್ರಮುಖರಾದ ಕಾರ್ಯಪ್ಪ, ಮಾಚಯ್ಯ, ಸುಬ್ಬಯ್ಯ, ಪೂವಯ್ಯ, ತಿಮ್ಮಯ್ಯ, ರಮೇಶ್ ಸೇರಿದಂತೆ ಹಲವರು ಹಾಜರಿದ್ದರು. ಮೃತರ ಸೋದರ ಜಯಾರ ಅವರು ಮಾತನಾಡಿ ಪ್ರಕರಣದ ಸತ್ಯಾಂಶ ಹೊರಬರಬೇಕು, ನ್ಯಾಯ ಸಿಗಬೇಕು ಎಂದು ಆಗ್ರಹಿಸಿದರು.: [294, 364, 426, 486]
rain-story: [642, 334, 890, 510]
row3-rule: [56, 948, 888, 949]
puc-chamarajanagar-story: [420, 716, 890, 944]
rain-photo-caption: ಬಲಂಬೇರಿ ಗ್ರಾಮದಲ್ಲಿ ಸುರಿದ ಭಾರಿ ಗಾಳಿ, ಮಳೆಗೆ ಬಿದ್ದ ಮರ.: [746, 472, 874, 480]
yellow-registration-dot: [470, 1410, 479, 1419]
cooperative-story: [538, 1160, 890, 1374]
missing-story: [414, 1160, 534, 1374]
yellow-registration-dot: [866, 1410, 875, 1419]
elephant-photo-caption: ತಾಲೂಕಿನ ಕುಂಟಾಪುರ ಗ್ರಾಮದ ಜಮೀನಿನಲ್ಲಿ ವಿದ್ಯುತ್ ಸ್ಪರ್ಶ ಸಾವಿಗೀಡಾದ ಕಾಡಾನೆ.: [143, 842, 295, 858]
bandipur-story: [56, 952, 534, 1152]
directors-group-photo: [662, 1190, 890, 1286]
somaiah-body-top: [294, 364, 426, 544]
traffic-headline-box: [642, 516, 890, 536]
fallen-tree-photo: [730, 358, 890, 470]
elephant-body-text: ಗುಂಡ್ಲುಪೇಟೆ,ಏ.8- ಆಹಾರವನ್ನರಸಿ ಜಮೀನಿಗೆ ನುಗ್ಗಿದ್ದ ಕಾಡಾನೆ ವಿದ್ಯುತ್ ತಂತಿ ತಗುಲಿ ಸಾವನ್ನಪ್ಪಿರುವ ಘಟನೆ ತಾಲೂಕಿನ ಬಂಡೀಪುರ ಅರಣ್ಯ ವ್ಯಾಪ್ತಿಯ ಕುಂಟಾಪುರ ಗ್ರಾಮದಲ್ಲಿ ನಡೆದಿದೆ. ಬಂಡೀಪುರ ಹುಲಿ ಯೋಜನೆ ವ್ಯಾಪ್ತಿಯಿಂದ ಆಹಾರ ಅರಸಿ ಬಂದಿದ್ದ ಸುಮಾರು 30 ವರ್ಷದ ಗಂಡಾನೆ ಜಮೀನಿನಲ್ಲಿ ಅಕ್ರಮವಾಗಿ ಅಳವಡಿಸಿದ್ದ ವಿದ್ಯುತ್ ತಂತಿ ಸ್ಪರ್ಶಿಸಿ ಸ್ಥಳದಲ್ಲೇ ಸಾವನ್ನಪ್ಪಿದೆ. ಸ್ಥಳಕ್ಕೆ ಅರಣ್ಯಾಧಿಕಾರಿಗಳು ಭೇಟಿ ನೀಡಿ ಪರಿಶೀಲನೆ ನಡೆಸಿದ್ದು, ಜಮೀನು ಮಾಲೀಕನ ವಿರುದ್ಧ ಪ್ರಕರಣ ದಾಖಲಿಸಿಕೊಂಡಿದ್ದಾರೆ.: [56, 740, 134, 891]
page-number: 8: [76, 48, 92, 73]
missing-body: ಚಾಮರಾಜನಗರ,ಏ.8- ಜಿಲ್ಲೆಯ ಬೇರೆ ಬೇರೆ ಕಡೆಗಳಲ್ಲಿ ಇಬ್ಬರು ವ್ಯಕ್ತಿಗಳು ನಾಪತ್ತೆಯಾಗಿರುವ ಬಗ್ಗೆ ಪ್ರಕರಣ ದಾಖಲಾಗಿದೆ. ತಾಲೂಕಿನ ಗ್ರಾಮವೊಂದರ ಮಹೇಶ (43) ಮನೆಯಿಂದ ಹೊರ ಹೋದವರು ವಾಪಸ್ ಬಂದಿಲ್ಲ. 5.6 ಅಡಿ ಎತ್ತರ, ಕಪ್ಪು ಮೈಬಣ್ಣ ಹೊಂದಿದ್ದಾರೆ. ಸಿದ್ದರಾಜು (28) ಕೆಲಸಕ್ಕೆ ಹೋದವರು ಮನೆಗೆ ಮರಳಿಲ್ಲ. ಇವರ ಸುಳಿವು ಸಿಕ್ಕಲ್ಲಿ ಸಮೀಪದ ಪೊಲೀಸ್ ಠಾಣೆಗೆ ಮಾಹಿತಿ ನೀಡುವಂತೆ ಕೋರಲಾಗಿದೆ.: [416, 1248, 532, 1332]
rank-box: [536, 82, 770, 322]
jss-body: ಚಾಮರಾಜನಗರ,ಏ.8- ದ್ವಿತೀಯ ಪಿಯುಸಿ ಪರೀಕ್ಷೆಯಲ್ಲಿ ಜೆಎಸ್‌ಎಸ್ ಮಹಿಳಾ ಪದವಿ ಪೂರ್ವ ಕಾಲೇಜಿಗೆ ಶೇ.79.1 ರಷ್ಟು ಫಲಿತಾಂಶ ಬಂದಿದೆ. ಪರೀಕ್ಷೆಗೆ ಹಾಜರಾಗಿದ್ದ 177 ವಿದ್ಯಾರ್ಥಿನಿಯರಲ್ಲಿ 140 ವಿದ್ಯಾರ್ಥಿನಿಯರು ತೇರ್ಗಡೆಯಾಗಿದ್ದಾರೆ. ಇವರಲ್ಲಿ 14 ಅತ್ಯುನ್ನತ ಶ್ರೇಣಿ, 90 ಪ್ರಥಮ ಶ್ರೇಣಿ, 29 ದ್ವಿತೀಯ ದರ್ಜೆ ಹಾಗೂ 7 ಮಂದಿ ತೃತೀಯ ದರ್ಜೆ ಪಡೆದಿದ್ದಾರೆ. ವಿಜ್ಞಾನ ವಿಭಾಗದಲ್ಲಿ 36 ವಿದ್ಯಾರ್ಥಿನಿಯರಲ್ಲಿ 33 ಮಂದಿ ತೇರ್ಗಡೆಯಾಗಿ ಶೇ.91.6 ಫಲಿತಾಂಶ ಬಂದಿದೆ. ವಾಣಿಜ್ಯ ವಿಭಾಗದಲ್ಲಿ ಶೇ.73.97 ಹಾಗೂ ಕಲಾ ವಿಭಾಗದಲ್ಲಿ ಶೇ.76.92 ಫಲಿತಾಂಶ ಬಂದಿದೆ ಎಂದು ಪ್ರಾಂಶುಪಾಲರು ತಿಳಿಸಿದ್ದಾರೆ.: [304, 750, 416, 872]
new-sp-body: ಮಡಿಕೇರಿ,ಏ.8- ಜಿಲ್ಲೆಯ ನೂತನ ಪೊಲೀಸ್ ವರಿಷ್ಠಾಧಿಕಾರಿ (ಎಸ್‌ಪಿ) ಆಗಿ ಐಪಿಎಸ್ ಅಧಿಕಾರಿ ದಿನೇಶ್ ಕುಮಾರ್ ಅಧಿಕಾರ ಸ್ವೀಕರಿಸಿದ್ದಾರೆ. ಈ ಹಿಂದೆ ಮಡಿಕೇರಿ ಎಸ್‌ಪಿ ಆಗಿದ್ದ ಕೆ.ರಾಮರಾಜನ್ ಅವರ ವರ್ಗಾವಣೆಯಾಗಿದ್ದು, ಬೆಂಗಳೂರಿನ ಡಿಸಿಪಿಯಾಗಿ ಕಾರ್ಯನಿರ್ವಹಿಸುತ್ತಿದ್ದ ದಿನೇಶ್ ಕುಮಾರ್ ಅವರನ್ನು ಸರ್ಕಾರ ಕೊಡಗು ಜಿಲ್ಲೆಗೆ ನೇಮಕ ಮಾಡಿ ಆದೇಶ ಹೊರಡಿಸಿದೆ. ನಿರ್ಗಮಿತ ಎಸ್‌ಪಿ ರಾಮರಾಜನ್ ಅವರು ನೂತನ ಎಸ್‌ಪಿ ದಿನೇಶ್ ಕುಮಾರ್ ಅವರಿಗೆ ಅಧಿಕಾರ ಹಸ್ತಾಂತರಿಸಿದರು.: [774, 196, 890, 299]
tejaswini-photo: [543, 103, 599, 167]
meeting-photo: [652, 986, 890, 1082]
fodder-story: [538, 952, 890, 1152]
magenta-registration-dot: [37, 1410, 46, 1419]
jss-story: [304, 716, 416, 944]
elephant-photo: [138, 740, 300, 840]
cooperative-headline-box: [538, 1160, 890, 1186]
masthead: [56, 48, 898, 74]
press-color-bar-center: [440, 1404, 560, 1414]
